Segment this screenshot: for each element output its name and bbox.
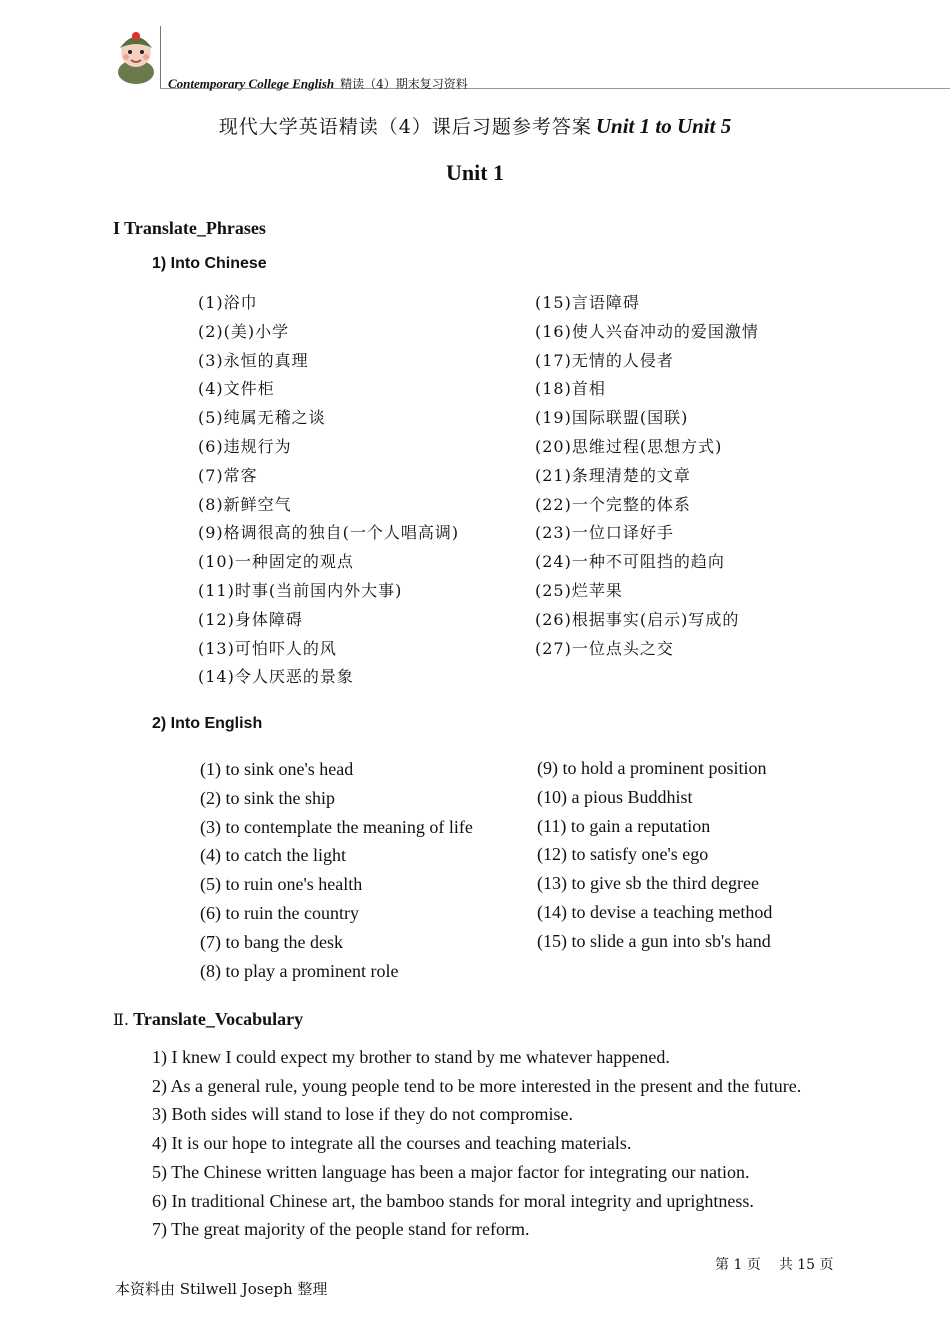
document-title (0, 112, 950, 139)
list-item: 5) The Chinese written language has been a major factor for integrating our nation. (152, 1161, 750, 1182)
list-item: (18)首相 (535, 379, 606, 399)
list-item: (2)(美)小学 (198, 321, 290, 341)
list-item: (13) to give sb the third degree (537, 873, 759, 894)
footer-credit: 本资料由 Stilwell Joseph 整理 (115, 1280, 328, 1298)
list-item: 4) It is our hope to integrate all the courses and teaching materials. (152, 1133, 632, 1154)
list-item: (22)一个完整的体系 (535, 494, 691, 514)
list-item: (25)烂苹果 (535, 580, 623, 600)
into-chinese-right-column (535, 289, 759, 663)
section-2-title: Translate_Vocabulary (133, 1009, 304, 1029)
section-1-heading: I Translate_Phrases (113, 218, 266, 238)
list-item: (15)言语障碍 (535, 293, 640, 312)
page-total: 共 15 页 (778, 1257, 834, 1273)
running-header (168, 75, 468, 92)
list-item: (11) to gain a reputation (537, 815, 711, 836)
list-item: (5) to ruin one's health (200, 874, 363, 895)
into-english-heading: 2) Into English (152, 715, 263, 732)
list-item: (4) to catch the light (200, 845, 346, 866)
list-item: (7)常客 (198, 465, 258, 485)
list-item: (9) to hold a prominent position (537, 758, 767, 778)
list-item: (14) to devise a teaching method (537, 901, 773, 922)
list-item: (12)身体障碍 (198, 609, 303, 629)
vocabulary-list (152, 1043, 801, 1244)
list-item: 7) The great majority of the people stand for reform. (152, 1219, 530, 1240)
list-item: 3) Both sides will stand to lose if they do not compromise. (152, 1104, 573, 1125)
list-item: (9)格调很高的独自(一个人唱高调) (198, 523, 460, 543)
list-item: (6) to ruin the country (200, 902, 359, 923)
into-english-right-column (537, 754, 772, 956)
list-item: (3) to contemplate the meaning of life (200, 816, 473, 837)
list-item: (6)违规行为 (198, 436, 292, 456)
list-item: (21)条理清楚的文章 (535, 465, 691, 485)
list-item: (11)时事(当前国内外大事) (198, 580, 403, 600)
list-item: 6) In traditional Chinese art, the bamboo stands for moral integrity and uprightness. (152, 1190, 754, 1211)
list-item: (15) to slide a gun into sb's hand (537, 930, 771, 951)
list-item: (10) a pious Buddhist (537, 786, 693, 807)
list-item: (3)永恒的真理 (198, 350, 309, 370)
page-current: 第 1 页 (715, 1257, 761, 1273)
list-item: (5)纯属无稽之谈 (198, 408, 326, 428)
into-chinese-left-column (198, 289, 459, 692)
list-item: 2) As a general rule, young people tend to be more interested in the present and the future. (152, 1075, 802, 1096)
page-number (715, 1254, 852, 1274)
into-chinese-heading: 1) Into Chinese (152, 255, 267, 272)
list-item: (8)新鲜空气 (198, 494, 292, 514)
header-course-cn: 精读（4）期末复习资料 (340, 77, 468, 91)
list-item: (13)可怕吓人的风 (198, 638, 337, 658)
list-item: (20)思维过程(思想方式) (535, 436, 723, 456)
section-2-number: Ⅱ. (113, 1010, 129, 1029)
into-english-left-column (200, 755, 473, 985)
list-item: (17)无情的人侵者 (535, 350, 674, 370)
list-item: (19)国际联盟(国联) (535, 408, 689, 428)
title-cn: 现代大学英语精读（4）课后习题参考答案 (218, 116, 592, 138)
unit-heading: Unit 1 (445, 160, 505, 185)
list-item: (2) to sink the ship (200, 787, 335, 808)
section-2-heading (113, 1009, 303, 1030)
list-item: (23)一位口译好手 (535, 523, 674, 543)
list-item: (7) to bang the desk (200, 931, 343, 952)
list-item: (24)一种不可阻挡的趋向 (535, 552, 725, 572)
list-item: (1) to sink one's head (200, 759, 354, 779)
list-item: (1)浴巾 (198, 293, 258, 312)
list-item: (26)根据事实(启示)写成的 (535, 609, 740, 629)
list-item: (10)一种固定的观点 (198, 552, 354, 572)
mascot-logo (112, 26, 160, 84)
list-item: (14)令人厌恶的景象 (198, 667, 354, 687)
list-item: (16)使人兴奋冲动的爱国激情 (535, 321, 759, 341)
list-item: 1) I knew I could expect my brother to stand by me whatever happened. (152, 1047, 670, 1067)
title-en: Unit 1 to Unit 5 (595, 114, 732, 138)
list-item: (27)一位点头之交 (535, 638, 674, 658)
list-item: (4)文件柜 (198, 379, 275, 399)
list-item: (8) to play a prominent role (200, 960, 399, 981)
header-vertical-rule (160, 26, 161, 88)
header-course-en: Contemporary College English (168, 76, 335, 91)
list-item: (12) to satisfy one's ego (537, 844, 709, 865)
